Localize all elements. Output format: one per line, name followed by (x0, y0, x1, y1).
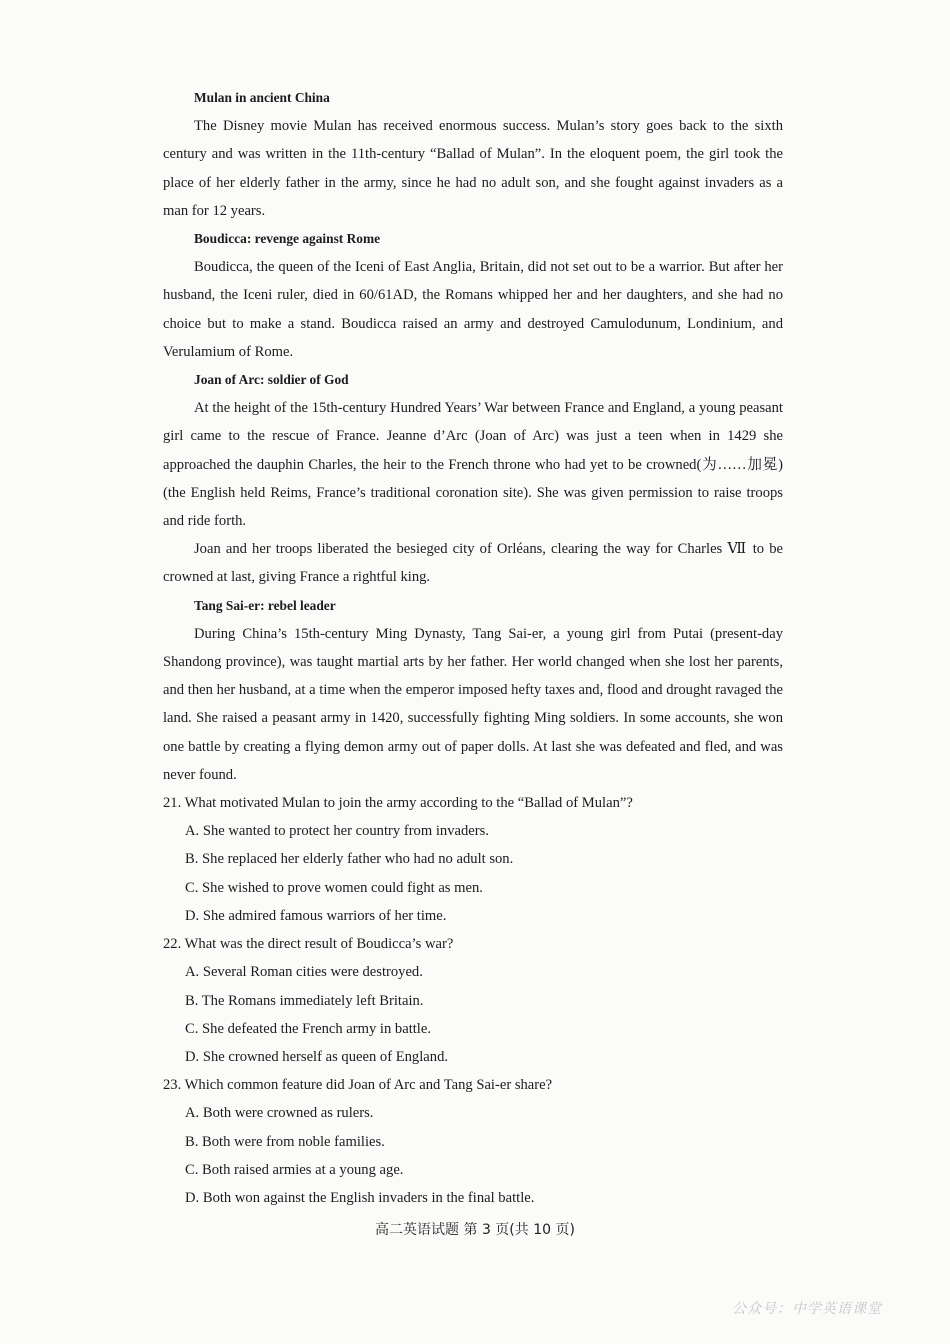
section-mulan (163, 84, 783, 225)
question-stem: 23. Which common feature did Joan of Arc and Tang Sai-er share? (163, 1077, 553, 1094)
answer-option: C. Both raised armies at a young age. (185, 1161, 404, 1178)
section-tang-sai-er (163, 592, 783, 789)
answer-option: C. She wished to prove women could fight as men. (185, 879, 483, 896)
answer-option: B. The Romans immediately left Britain. (185, 992, 424, 1009)
answer-option: A. Both were crowned as rulers. (185, 1105, 374, 1122)
page-footer: 高二英语试题 第 3 页(共 10 页) (375, 1222, 575, 1238)
question-22 (163, 930, 783, 1071)
passage-paragraph: The Disney movie Mulan has received enormous success. Mulan’s story goes back to the sixth century and was written in the 11th-century “Ballad of Mulan”. In the eloquent poem, the girl took the place of her elderly father in the army, since he had no adult son, and she fought against invaders as a man for 12 years. (163, 118, 783, 219)
answer-option: D. Both won against the English invaders in the final battle. (185, 1189, 535, 1206)
question-stem: 22. What was the direct result of Boudicca’s war? (163, 936, 454, 953)
watermark: 公众号：中学英语课堂 (732, 1301, 882, 1317)
answer-option: A. Several Roman cities were destroyed. (185, 964, 423, 981)
answer-option: B. Both were from noble families. (185, 1133, 385, 1150)
answer-option: D. She crowned herself as queen of England. (185, 1048, 449, 1065)
passage-paragraph: Joan and her troops liberated the besieged city of Orléans, clearing the way for Charles Ⅶ to be crowned at last, giving France a rightful king. (163, 541, 783, 586)
section-joan-of-arc (163, 366, 783, 592)
passage-paragraph: During China’s 15th-century Ming Dynasty, Tang Sai-er, a young girl from Putai (present-day Shandong province), was taught martial arts by her father. Her world changed when she lost her parents, and then her husband, at a time when the emperor imposed hefty taxes and, flood and drought ravaged the land. She raised a peasant army in 1420, successfully fighting Ming soldiers. In some accounts, she won one battle by creating a flying demon army out of paper dolls. At last she was defeated and fled, and was never found. (163, 625, 783, 783)
answer-option: C. She defeated the French army in battle. (185, 1020, 431, 1037)
passage-paragraph: Boudicca, the queen of the Iceni of East Anglia, Britain, did not set out to be a warrior. But after her husband, the Iceni ruler, died in 60/61AD, the Romans whipped her and her daughters, and she had no choice but to make a stand. Boudicca raised an army and destroyed Camulodunum, Londinium, and Verulamium of Rome. (163, 259, 783, 360)
passage-paragraph: At the height of the 15th-century Hundred Years’ War between France and England, a young peasant girl came to the rescue of France. Jeanne d’Arc (Joan of Arc) was just a teen when in 1429 she approached the dauphin Charles, the heir to the French throne who had yet to be crowned(为……加冕) (the English held Reims, France’s traditional coronation site). She was given permission to raise troops and ride forth. (163, 400, 783, 530)
answer-option: D. She admired famous warriors of her time. (185, 907, 447, 924)
question-21 (163, 789, 783, 930)
answer-option: A. She wanted to protect her country from invaders. (185, 823, 489, 840)
section-heading: Tang Sai-er: rebel leader (194, 597, 336, 613)
question-stem: 21. What motivated Mulan to join the army according to the “Ballad of Mulan”? (163, 795, 633, 812)
section-heading: Joan of Arc: soldier of God (194, 372, 349, 388)
exam-page (163, 84, 783, 1212)
question-23 (163, 1071, 783, 1212)
section-boudicca (163, 225, 783, 366)
section-heading: Boudicca: revenge against Rome (194, 231, 381, 247)
section-heading: Mulan in ancient China (194, 90, 330, 105)
answer-option: B. She replaced her elderly father who had no adult son. (185, 851, 514, 868)
